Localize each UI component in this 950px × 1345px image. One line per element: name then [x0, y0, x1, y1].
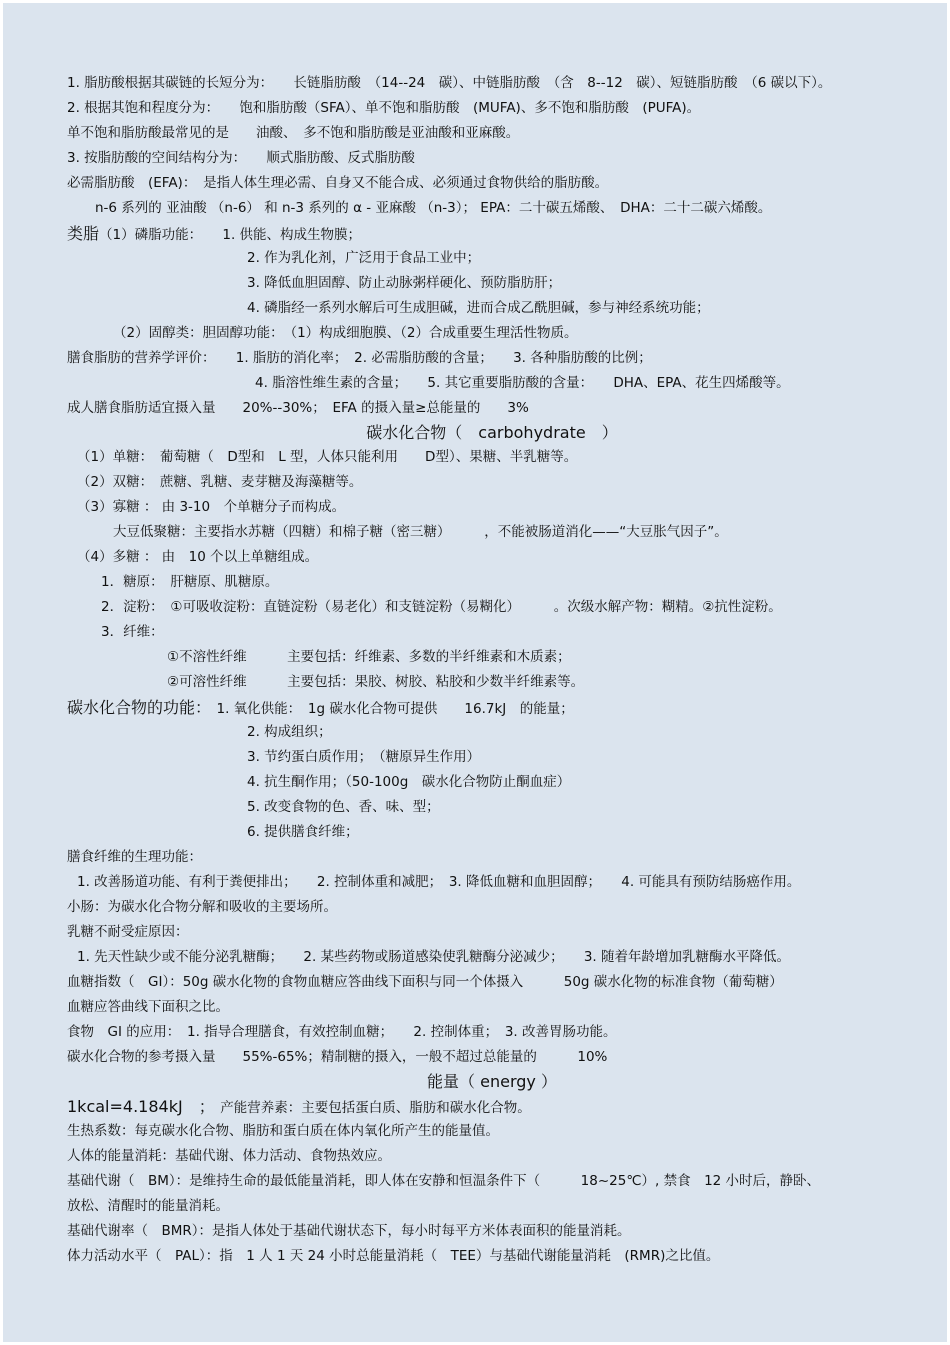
- text-line: 6. 提供膳食纤维；: [247, 824, 359, 840]
- text-line: 食物 GI 的应用： 1. 指导合理膳食，有效控制血糖； 2. 控制体重； 3. 改善胃肠功能。: [67, 1024, 617, 1040]
- text-line: 2. 根据其饱和程度分为： 饱和脂肪酸（SFA）、单不饱和脂肪酸 (MUFA)、多不饱和脂肪酸 (PUFA)。: [67, 100, 701, 116]
- text-segment: 1. 氧化供能： 1g 碳水化合物可提供 16.7kJ 的能量；: [203, 701, 574, 717]
- kcal-conversion: 1kcal=4.184kJ ；: [67, 1097, 207, 1116]
- text-line: 生热系数：每克碳水化合物、脂肪和蛋白质在体内氧化所产生的能量值。: [67, 1123, 499, 1139]
- text-line: 血糖应答曲线下面积之比。: [67, 999, 229, 1015]
- text-line: 基础代谢（ BM）：是维持生命的最低能量消耗，即人体在安静和恒温条件下（ 18~25℃）, 禁食 12 小时后，静卧、: [67, 1173, 821, 1189]
- text-line: 1．糖原： 肝糖原、肌糖原。: [101, 574, 279, 590]
- text-line: 2. 作为乳化剂，广泛用于食品工业中；: [247, 250, 481, 266]
- text-line: 4. 磷脂经一系列水解后可生成胆碱，进而合成乙酰胆碱，参与神经系统功能；: [247, 300, 710, 316]
- text-segment: 产能营养素：主要包括蛋白质、脂肪和碳水化合物。: [206, 1100, 531, 1116]
- text-line: （4）多糖 ： 由 10 个以上单糖组成。: [77, 549, 319, 565]
- text-line: 3. 按脂肪酸的空间结构分为： 顺式脂肪酸、反式脂肪酸: [67, 150, 415, 166]
- text-line: 碳水化合物的参考摄入量 55%-65%；精制糖的摄入，一般不超过总能量的 10%: [67, 1049, 608, 1065]
- text-line: 1. 脂肪酸根据其碳链的长短分为： 长链脂肪酸 （14--24 碳）、中链脂肪酸 （含 8--12 碳）、短链脂肪酸 （6 碳以下）。: [67, 75, 832, 91]
- text-line: 人体的能量消耗：基础代谢、体力活动、食物热效应。: [67, 1148, 391, 1164]
- text-line: [67, 221, 917, 246]
- text-line: 成人膳食脂肪适宜摄入量 20%--30%； EFA 的摄入量≥总能量的 3%: [67, 400, 529, 416]
- section-label-lipids: 类脂: [67, 224, 100, 243]
- text-line: [67, 1094, 917, 1119]
- text-line: 血糖指数（ GI）：50g 碳水化物的食物血糖应答曲线下面积与同一个体摄入 50g 碳水化物的标准食物（葡萄糖）: [67, 974, 783, 990]
- text-line: 3. 节约蛋白质作用； （糖原异生作用）: [247, 749, 481, 765]
- text-line: 必需脂肪酸 (EFA)： 是指人体生理必需、自身又不能合成、必须通过食物供给的脂肪酸。: [67, 175, 609, 191]
- text-line: （2）固醇类：胆固醇功能： （1）构成细胞膜、（2）合成重要生理活性物质。: [113, 325, 578, 341]
- section-label-carb-function: 碳水化合物的功能：: [67, 698, 204, 717]
- text-line: [67, 695, 917, 720]
- text-line: ②可溶性纤维 主要包括：果胶、树胶、粘胶和少数半纤维素等。: [167, 674, 585, 690]
- text-line: 小肠：为碳水化合物分解和吸收的主要场所。: [67, 899, 337, 915]
- text-line: 5. 改变食物的色、香、味、型；: [247, 799, 440, 815]
- text-line: 2．淀粉： ①可吸收淀粉：直链淀粉（易老化）和支链淀粉（易糊化） 。次级水解产物：糊精。②抗性淀粉。: [101, 599, 782, 615]
- text-line: 1. 先天性缺少或不能分泌乳糖酶； 2. 某些药物或肠道感染使乳糖酶分泌减少； 3. 随着年龄增加乳糖酶水平降低。: [77, 949, 791, 965]
- document-body: [67, 71, 917, 1269]
- text-line: （2）双糖： 蔗糖、乳糖、麦芽糖及海藻糖等。: [77, 474, 363, 490]
- text-line: （1）单糖： 葡萄糖（ D型和 L 型，人体只能利用 D型）、果糖、半乳糖等。: [77, 449, 578, 465]
- text-line: 膳食脂肪的营养学评价： 1. 脂肪的消化率； 2. 必需脂肪酸的含量； 3. 各种脂肪酸的比例；: [67, 350, 652, 366]
- text-line: ①不溶性纤维 主要包括：纤维素、多数的半纤维素和木质素；: [167, 649, 571, 665]
- text-line: 放松、清醒时的能量消耗。: [67, 1198, 229, 1214]
- text-line: n-6 系列的 亚油酸 （n-6） 和 n-3 系列的 α - 亚麻酸 （n-3）； EPA：二十碳五烯酸、 DHA：二十二碳六烯酸。: [95, 200, 772, 216]
- document-page: [3, 3, 947, 1342]
- text-line: （3）寡糖 ： 由 3-10 个单糖分子而构成。: [77, 499, 346, 515]
- text-line: 4. 抗生酮作用；（50-100g 碳水化合物防止酮血症）: [247, 774, 571, 790]
- text-line: 3. 降低血胆固醇、防止动脉粥样硬化、预防脂肪肝；: [247, 275, 562, 291]
- text-line: 单不饱和脂肪酸最常见的是 油酸、 多不饱和脂肪酸是亚油酸和亚麻酸。: [67, 125, 520, 141]
- text-line: 乳糖不耐受症原因：: [67, 924, 189, 940]
- text-segment: （1）磷脂功能： 1. 供能、构成生物膜；: [99, 227, 362, 243]
- text-line: 3．纤维：: [101, 624, 164, 640]
- text-line: 大豆低聚糖：主要指水苏糖（四糖）和棉子糖（密三糖） ，不能被肠道消化——“大豆胀气因子”。: [113, 524, 728, 540]
- section-title-energy: 能量（ energy ）: [427, 1072, 557, 1091]
- text-line: 体力活动水平（ PAL）：指 1 人 1 天 24 小时总能量消耗（ TEE）与基础代谢能量消耗 (RMR)之比值。: [67, 1248, 720, 1264]
- text-line: 基础代谢率（ BMR）：是指人体处于基础代谢状态下，每小时每平方米体表面积的能量消耗。: [67, 1223, 631, 1239]
- text-line: 膳食纤维的生理功能：: [67, 849, 202, 865]
- text-line: 2. 构成组织；: [247, 724, 332, 740]
- text-line: 4. 脂溶性维生素的含量； 5. 其它重要脂肪酸的含量： DHA、EPA、花生四烯酸等。: [255, 375, 790, 391]
- text-line: 1. 改善肠道功能、有利于粪便排出； 2. 控制体重和减肥； 3. 降低血糖和血胆固醇； 4. 可能具有预防结肠癌作用。: [77, 874, 801, 890]
- section-title-carbohydrate: 碳水化合物（ carbohydrate ）: [366, 423, 618, 442]
